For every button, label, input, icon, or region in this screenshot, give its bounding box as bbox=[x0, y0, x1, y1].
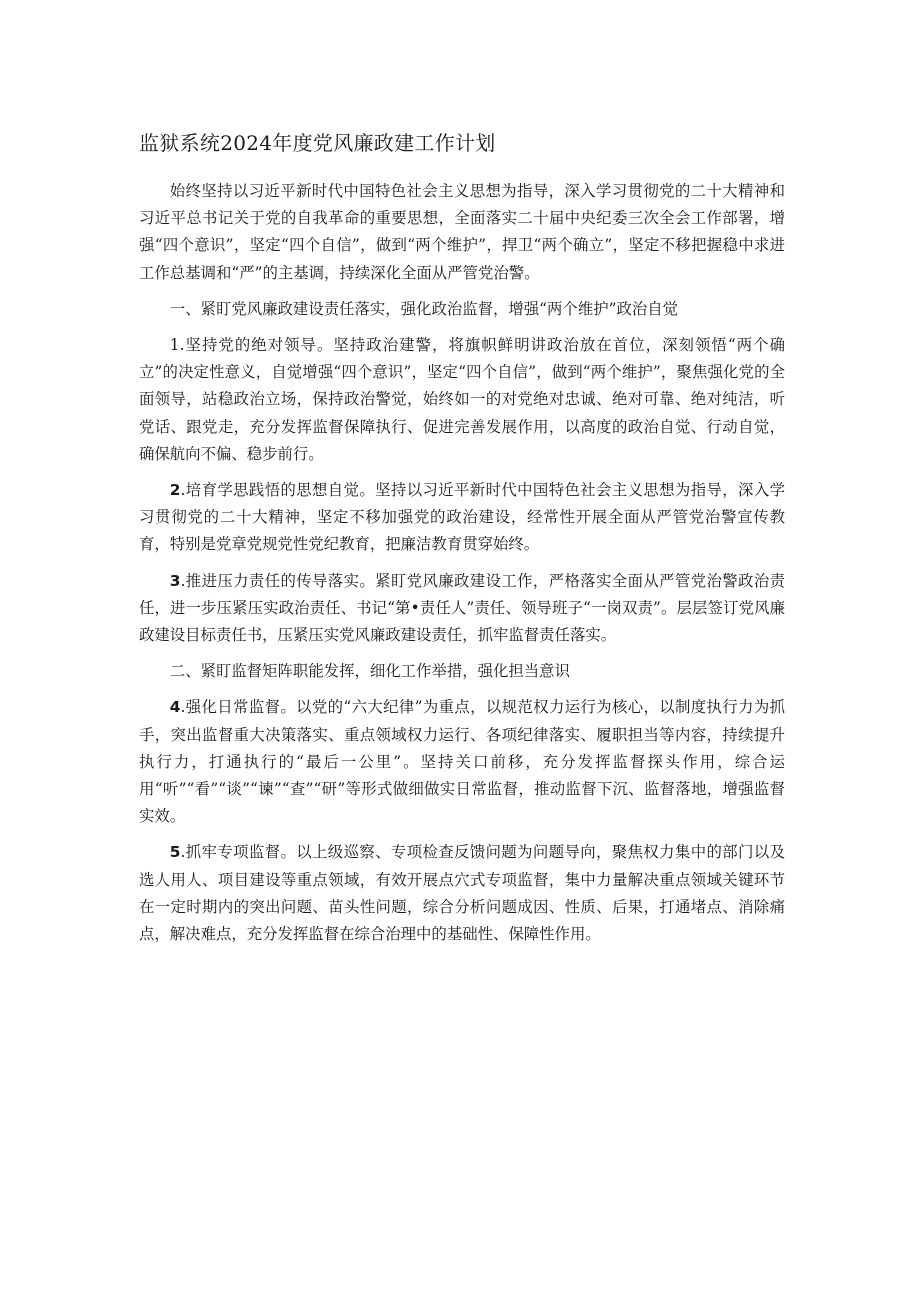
item-5-number: 5 bbox=[169, 843, 181, 862]
item-2-number: 2 bbox=[169, 481, 181, 500]
item-1-number: 1. bbox=[169, 336, 185, 355]
section-2-heading: 二、紧盯监督矩阵职能发挥，细化工作举措，强化担当意识 bbox=[169, 662, 570, 681]
item-4-number: 4 bbox=[169, 698, 181, 717]
document-page bbox=[139, 128, 785, 957]
intro-paragraph: 始终坚持以习近平新时代中国特色社会主义思想为指导，深入学习贯彻党的二十大精神和习近平总书记关于党的自我革命的重要思想，全面落实二十届中央纪委三次全会工作部署，增强“四个意识”，坚定“四个自信”，做到“两个维护”，捍卫“两个确立”，坚定不移把握稳中求进工作总基调和“严”的主基调，持续深化全面从严管党治警。 bbox=[139, 182, 785, 282]
item-1 bbox=[139, 332, 785, 468]
item-3-text: .推进压力责任的传导落实。紧盯党风廉政建设工作，严格落实全面从严管党治警政治责任，进一步压紧压实政治责任、书记“第•责任人”责任、领导班子“一岗双责”。层层签订党风廉政建设目标责任书，压紧压实党风廉政建设责任，抓牢监督责任落实。 bbox=[139, 571, 785, 645]
item-2 bbox=[139, 477, 785, 559]
item-4-text: .强化日常监督。以党的“六大纪律”为重点，以规范权力运行为核心，以制度执行力为抓手，突出监督重大决策落实、重点领域权力运行、各项纪律落实、履职担当等内容，持续提升执行力，打通执行的“最后一公里”。坚持关口前移，充分发挥监督探头作用，综合运用“听”“看”“谈”“谏”“查”“研”等形式做细做实日常监督，推动监督下沉、监督落地，增强监督实效。 bbox=[139, 698, 785, 826]
item-1-text: 坚持党的绝对领导。坚持政治建警，将旗帜鲜明讲政治放在首位，深刻领悟“两个确立”的决定性意义，自觉增强“四个意识”，坚定“四个自信”，做到“两个维护”，聚焦强化党的全面领导，站稳政治立场，保持政治警觉，始终如一的对党绝对忠诚、绝对可靠、绝对纯洁，听党话、跟党走，充分发挥监督保障执行、促进完善发展作用，以高度的政治自觉、行动自觉，确保航向不偏、稳步前行。 bbox=[139, 336, 785, 463]
item-2-text: .培育学思践悟的思想自觉。坚持以习近平新时代中国特色社会主义思想为指导，深入学习贯彻党的二十大精神，坚定不移加强党的政治建设，经常性开展全面从严管党治警宣传教育，特别是党章党规党性党纪教育，把廉洁教育贯穿始终。 bbox=[139, 481, 785, 554]
item-3-number: 3 bbox=[169, 571, 181, 590]
section-1-heading: 一、紧盯党风廉政建设责任落实，强化政治监督，增强“两个维护”政治自觉 bbox=[169, 299, 679, 318]
item-3 bbox=[139, 568, 785, 650]
item-4 bbox=[139, 694, 785, 830]
item-5-text: .抓牢专项监督。以上级巡察、专项检查反馈问题为问题导向，聚焦权力集中的部门以及选人用人、项目建设等重点领域，有效开展点穴式专项监督，集中力量解决重点领域关键环节在一定时期内的突出问题、苗头性问题，综合分析问题成因、性质、后果，打通堵点、消除痛点，解决难点，充分发挥监督在综合治理中的基础性、保障性作用。 bbox=[139, 843, 785, 944]
item-5 bbox=[139, 839, 785, 948]
document-title: 监狱系统2024年度党风廉政建工作计划 bbox=[139, 131, 496, 155]
